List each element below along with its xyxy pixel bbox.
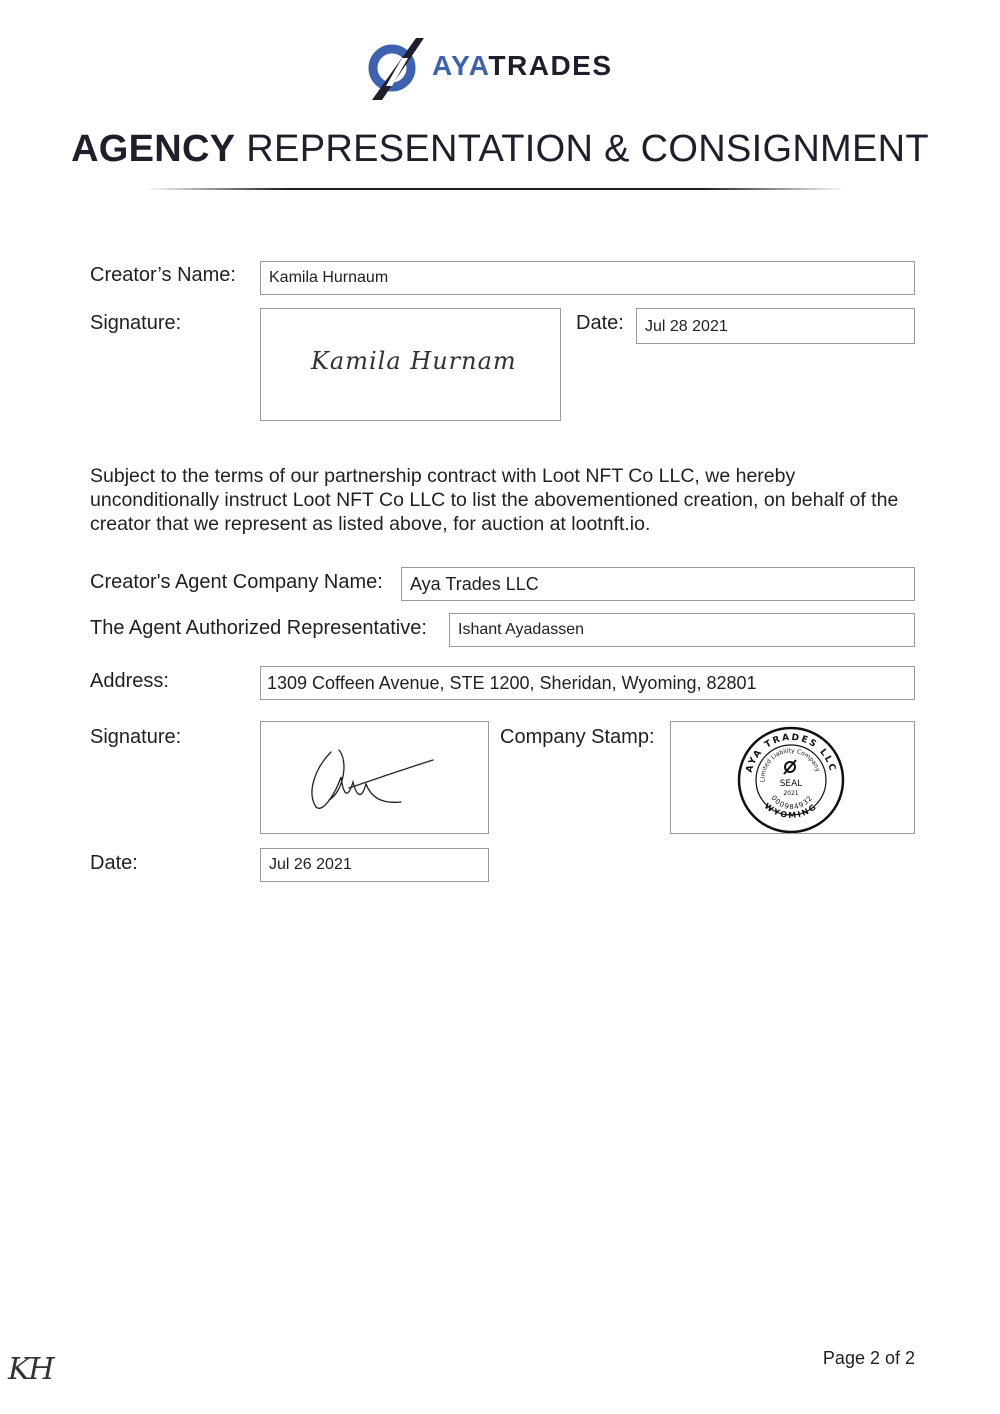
agent-date-label: Date: bbox=[90, 852, 138, 874]
agent-signature-mark bbox=[261, 722, 489, 834]
agent-company-label: Creator's Agent Company Name: bbox=[90, 571, 383, 593]
address-field[interactable]: 1309 Coffeen Avenue, STE 1200, Sheridan, Wyoming, 82801 bbox=[260, 666, 915, 700]
creator-signature: Kamila Hurnam bbox=[311, 347, 517, 375]
company-stamp-box bbox=[670, 721, 915, 834]
title-rest: REPRESENTATION & CONSIGNMENT bbox=[235, 128, 929, 170]
logo-trades: TRADES bbox=[488, 50, 613, 81]
address-label: Address: bbox=[90, 670, 169, 692]
creator-date-label: Date: bbox=[576, 312, 624, 334]
creator-signature-label: Signature: bbox=[90, 312, 182, 334]
agent-signature-label: Signature: bbox=[90, 726, 182, 748]
title-bold: AGENCY bbox=[71, 128, 236, 170]
agent-signature-box[interactable] bbox=[260, 721, 489, 834]
title-divider bbox=[145, 188, 845, 190]
page-number: Page 2 of 2 bbox=[822, 1348, 915, 1368]
company-seal-stamp bbox=[671, 722, 915, 834]
agent-rep-label: The Agent Authorized Representative: bbox=[90, 617, 427, 639]
creator-signature-box[interactable] bbox=[260, 308, 561, 421]
creator-date-field[interactable]: Jul 28 2021 bbox=[636, 308, 915, 344]
aya-logo-icon bbox=[368, 34, 426, 100]
initials-signature bbox=[8, 1352, 68, 1402]
agent-company-field[interactable]: Aya Trades LLC bbox=[401, 567, 915, 601]
creator-name-field[interactable]: Kamila Hurnaum bbox=[260, 261, 915, 295]
stamp-year: 2021 bbox=[783, 790, 799, 797]
company-logo bbox=[368, 34, 638, 104]
stamp-seal-text: SEAL bbox=[779, 779, 803, 789]
stamp-top-text: AYA TRADES LLC bbox=[744, 732, 838, 774]
stamp-logo-icon bbox=[784, 760, 796, 774]
logo-aya: AYA bbox=[432, 50, 489, 81]
page-title bbox=[0, 128, 1000, 171]
initials-text: KH bbox=[8, 1352, 53, 1387]
agent-rep-field[interactable]: Ishant Ayadassen bbox=[449, 613, 915, 647]
agent-date-field[interactable]: Jul 26 2021 bbox=[260, 848, 489, 882]
stamp-bottom-text: WYOMING bbox=[762, 801, 820, 821]
terms-paragraph: Subject to the terms of our partnership contract with Loot NFT Co LLC, we hereby unconditionally instruct Loot NFT Co LLC to list the abovementioned creation, on behalf of the creator that we represent as listed above, for auction at lootnft.io. bbox=[90, 465, 899, 535]
stamp-inner-text: Limited Liability Company bbox=[759, 747, 822, 783]
stamp-number: 000984932 bbox=[769, 793, 815, 811]
company-stamp-label: Company Stamp: bbox=[500, 726, 655, 748]
logo-wordmark bbox=[432, 50, 613, 82]
creator-name-label: Creator’s Name: bbox=[90, 264, 236, 286]
